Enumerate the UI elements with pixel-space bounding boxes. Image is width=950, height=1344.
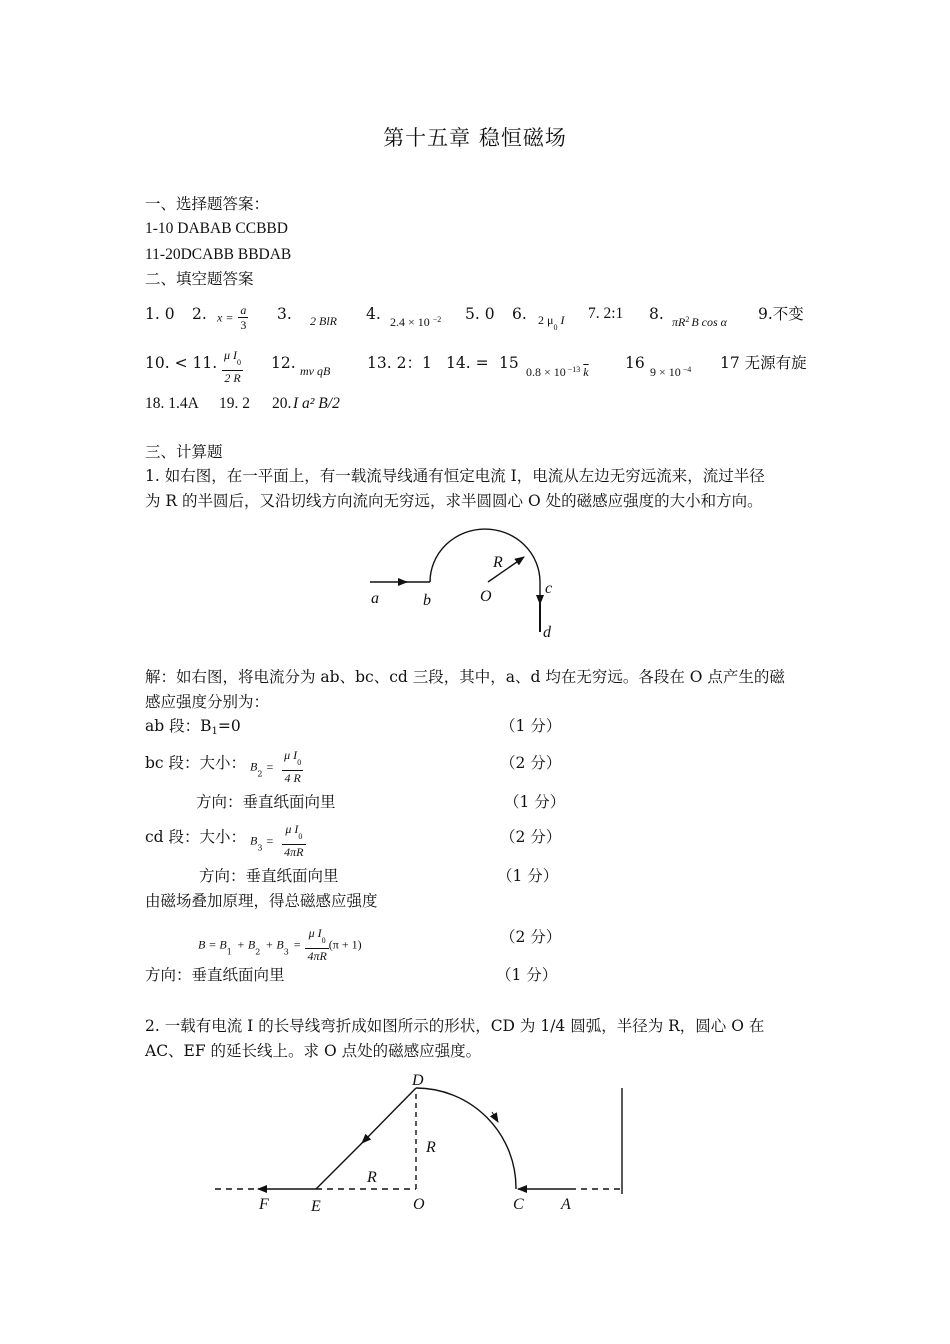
fig2-label-A: A (561, 1196, 571, 1213)
bc-segment-label: bc 段：大小： (145, 754, 247, 772)
bc-formula: $B_2=$ $\frac{\mu I_0}{4 R}$ (250, 748, 302, 785)
q2-text-line1: 2. 一载有电流 I 的长导线弯折成如图所示的形状，CD 为 1/4 圆弧，半径为 R，圆心 O 在 (145, 1017, 765, 1035)
fill-2-den: 3 (240, 318, 247, 332)
fill-15-base: 0.8 × 10 (526, 365, 566, 379)
fig2-label-R-horizontal: R (367, 1169, 377, 1186)
choice-answers-2: 11-20DCABB BBDAB (145, 246, 292, 263)
fill-2-num: a (240, 303, 247, 317)
fill-15-label: 15 (499, 354, 519, 372)
cd-sub: 3 (257, 843, 263, 853)
score-ab: （1 分） (500, 717, 562, 735)
fig2-label-D: D (412, 1072, 424, 1089)
fill-2-lhs: x = (217, 310, 234, 325)
fill-4-exp: −2 (432, 315, 442, 324)
fig1-label-d: d (543, 624, 551, 641)
fig2-label-C: C (513, 1196, 524, 1213)
cd-den: 4πR (284, 845, 304, 859)
fill-16-base: 9 × 10 (650, 365, 681, 379)
fill-11-num-sub: 0 (237, 358, 242, 367)
fill-8-exp: 2 (685, 315, 690, 324)
total-p2: + B (265, 937, 284, 952)
score-cd-size: （2 分） (500, 828, 562, 846)
fill-6-sub: 0 (553, 323, 558, 332)
fill-8-label: 8. (649, 305, 664, 323)
fig2-label-O: O (413, 1196, 425, 1213)
fill-13: 13. 2：1 (367, 354, 432, 372)
section-calc-heading: 三、计算题 (145, 443, 223, 461)
fill-5: 5. 0 (465, 305, 495, 323)
fill-4-base: 2.4 × 10 (390, 315, 430, 329)
fig1-label-O: O (480, 588, 492, 605)
ab-label: ab 段：B (145, 717, 212, 735)
q1-text-line2: 为 R 的半圆后，又沿切线方向流向无穷远，求半圆圆心 O 处的磁感应强度的大小和方向。 (145, 492, 763, 510)
fill-14: 14. = (446, 354, 489, 372)
ab-value: =0 (217, 717, 241, 735)
fill-8-rest: B cos α (691, 315, 727, 329)
fill-11-den: 2 R (224, 371, 241, 385)
cd-num-text: μ I (285, 822, 299, 836)
total-s2: 2 (255, 947, 261, 957)
bc-num-sub: 0 (297, 758, 302, 767)
fill-16-label: 16 (625, 354, 645, 372)
fill-15-exp: −13 (567, 365, 581, 374)
cd-B: B (250, 833, 258, 848)
fill-4-label: 4. (366, 305, 381, 323)
fill-15-k: $\overline{k}$ (583, 365, 589, 379)
q2-text-line2: AC、EF 的延长线上。求 O 点处的磁感应强度。 (145, 1042, 482, 1060)
fig1-label-a: a (371, 590, 379, 607)
fill-3-formula: 2 BlR (310, 314, 337, 328)
total-tail: (π + 1) (328, 937, 362, 952)
total-eq: = (293, 937, 301, 952)
fill-7: 7. 2:1 (588, 305, 624, 322)
fill-11-num-text: μ I (224, 348, 238, 362)
fill-16-exp: −4 (682, 365, 692, 374)
fill-6-I: I (560, 313, 565, 327)
total-p1: + B (236, 937, 256, 952)
total-lhs: B = B (198, 937, 227, 952)
total-num-text: μ I (308, 926, 322, 940)
bc-den: 4 R (284, 771, 301, 785)
page-title: 第十五章 稳恒磁场 (383, 126, 567, 150)
fill-18: 18. 1.4A (145, 395, 199, 412)
fig2-label-E: E (311, 1198, 321, 1215)
fig1-label-b: b (423, 592, 431, 609)
fill-6-label: 6. (512, 305, 527, 323)
fig2-label-R-vertical: R (426, 1139, 436, 1156)
fill-2-label: 2. (192, 305, 207, 323)
fill-20-formula: I a² B/2 (293, 395, 340, 412)
solution-line1: 解：如右图，将电流分为 ab、bc、cd 三段，其中，a、d 均在无穷远。各段在 O 点产生的磁 (145, 668, 785, 686)
cd-num-sub: 0 (298, 832, 303, 841)
fill-20-label: 20. (272, 395, 292, 412)
fill-17: 17 无源有旋 (720, 354, 807, 372)
fig1-label-c: c (545, 580, 553, 597)
section-fill-heading: 二、填空题答案 (145, 270, 254, 288)
q1-text-line1: 1. 如右图，在一平面上，有一载流导线通有恒定电流 I，电流从左边无穷远流来，流过半径 (145, 467, 765, 485)
cd-formula: $B_3=$ $\frac{\mu I_0}{4\pi R}$ (250, 822, 304, 859)
bc-sub: 2 (257, 769, 263, 779)
total-s1: 1 (226, 947, 232, 957)
total-s3: 3 (283, 947, 289, 957)
fill-3-label: 3. (277, 305, 292, 323)
fill-1: 1. 0 (145, 305, 175, 323)
fill-12-formula: mv qB (300, 364, 331, 378)
fill-12-label: 12. (271, 354, 296, 372)
score-final-dir: （1 分） (496, 966, 558, 984)
score-bc-dir: （1 分） (504, 793, 566, 811)
section-choice-heading: 一、选择题答案： (145, 195, 270, 213)
solution-line2: 感应强度分别为： (145, 693, 270, 711)
cd-direction: 方向：垂直纸面向里 (199, 867, 339, 885)
fill-19: 19. 2 (219, 395, 250, 412)
bc-num-text: μ I (284, 748, 298, 762)
score-cd-dir: （1 分） (497, 867, 559, 885)
fill-9: 9.不变 (758, 305, 804, 323)
ab-sub: 1 (211, 726, 218, 737)
choice-answers-1: 1-10 DABAB CCBBD (145, 220, 288, 237)
total-den: 4πR (307, 949, 327, 963)
fill-6-base: 2 μ (538, 313, 554, 327)
score-total: （2 分） (500, 928, 562, 946)
score-bc-size: （2 分） (500, 754, 562, 772)
cd-segment-label: cd 段：大小： (145, 828, 247, 846)
fill-8-base: πR (672, 315, 686, 329)
superposition-text: 由磁场叠加原理，得总磁感应强度 (145, 892, 378, 910)
fig2-label-F: F (259, 1196, 269, 1213)
fill-10-11-label: 10. < 11. (145, 354, 218, 372)
total-num-sub: 0 (321, 936, 326, 945)
bc-B: B (250, 759, 258, 774)
fig1-label-R: R (493, 554, 503, 571)
final-direction: 方向：垂直纸面向里 (145, 966, 285, 984)
bc-direction: 方向：垂直纸面向里 (196, 793, 336, 811)
